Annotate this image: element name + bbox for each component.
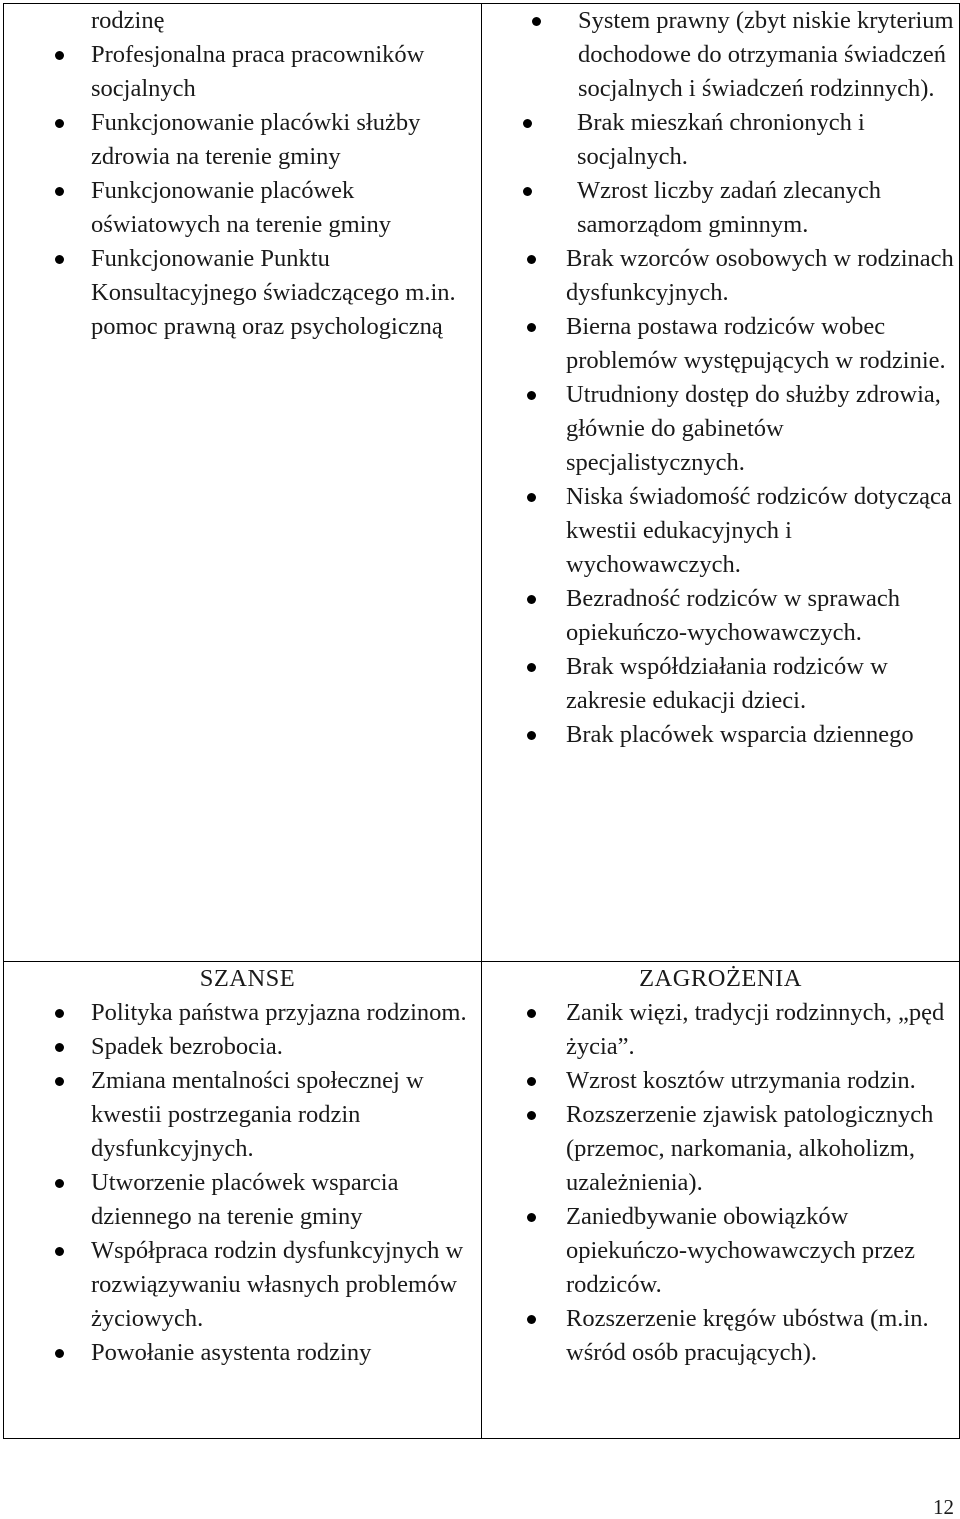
- threat-item: Zaniedbywanie obowiązków opiekuńczo-wychowawczych przez rodziców.: [482, 1200, 959, 1302]
- opportunities-heading: SZANSE: [199, 965, 296, 992]
- opportunity-item: Powołanie asystenta rodziny: [4, 1336, 481, 1370]
- threat-item: Wzrost kosztów utrzymania rodzin.: [482, 1064, 959, 1098]
- opportunity-item: Współpraca rodzin dysfunkcyjnych w rozwiązywaniu własnych problemów życiowych.: [4, 1234, 481, 1336]
- opportunity-item: Zmiana mentalności społecznej w kwestii postrzegania rodzin dysfunkcyjnych.: [4, 1064, 481, 1166]
- weakness-item: System prawny (zbyt niskie kryterium dochodowe do otrzymania świadczeń socjalnych i świadczeń rodzinnych).: [482, 4, 959, 106]
- weakness-item: Brak wzorców osobowych w rodzinach dysfunkcyjnych.: [482, 242, 959, 310]
- strengths-cell: [4, 4, 482, 962]
- weakness-item: Brak placówek wsparcia dziennego: [482, 718, 959, 752]
- swot-row-top: [4, 4, 960, 962]
- threats-list: [482, 996, 959, 1370]
- weakness-item: Utrudniony dostęp do służby zdrowia, głównie do gabinetów specjalistycznych.: [482, 378, 959, 480]
- weakness-item: Niska świadomość rodziców dotycząca kwestii edukacyjnych i wychowawczych.: [482, 480, 959, 582]
- swot-row-bottom: [4, 962, 960, 1439]
- weakness-item: Bierna postawa rodziców wobec problemów występujących w rodzinie.: [482, 310, 959, 378]
- strength-item: Funkcjonowanie placówek oświatowych na terenie gminy: [4, 174, 481, 242]
- weakness-item: Wzrost liczby zadań zlecanych samorządom gminnym.: [482, 174, 959, 242]
- weakness-item: Brak współdziałania rodziców w zakresie edukacji dzieci.: [482, 650, 959, 718]
- strengths-continuation: rodzinę: [91, 7, 165, 34]
- threats-cell: [482, 962, 960, 1439]
- strength-item: Funkcjonowanie placówki służby zdrowia na terenie gminy: [4, 106, 481, 174]
- threat-item: Rozszerzenie kręgów ubóstwa (m.in. wśród osób pracujących).: [482, 1302, 959, 1370]
- weaknesses-list: [482, 4, 959, 752]
- strengths-list: [4, 38, 481, 344]
- opportunities-cell: [4, 962, 482, 1439]
- strength-item: Profesjonalna praca pracowników socjalnych: [4, 38, 481, 106]
- weaknesses-cell: [482, 4, 960, 962]
- opportunity-item: Polityka państwa przyjazna rodzinom.: [4, 996, 481, 1030]
- threats-heading: ZAGROŻENIA: [639, 965, 802, 992]
- opportunities-list: [4, 996, 481, 1370]
- swot-table: [3, 3, 960, 1439]
- page-number: 12: [933, 1495, 954, 1519]
- weakness-item: Brak mieszkań chronionych i socjalnych.: [482, 106, 959, 174]
- weakness-item: Bezradność rodziców w sprawach opiekuńczo-wychowawczych.: [482, 582, 959, 650]
- threat-item: Zanik więzi, tradycji rodzinnych, „pęd życia”.: [482, 996, 959, 1064]
- strength-item: Funkcjonowanie Punktu Konsultacyjnego świadczącego m.in. pomoc prawną oraz psychologiczną: [4, 242, 481, 344]
- opportunity-item: Utworzenie placówek wsparcia dziennego na terenie gminy: [4, 1166, 481, 1234]
- threat-item: Rozszerzenie zjawisk patologicznych (przemoc, narkomania, alkoholizm, uzależnienia).: [482, 1098, 959, 1200]
- opportunity-item: Spadek bezrobocia.: [4, 1030, 481, 1064]
